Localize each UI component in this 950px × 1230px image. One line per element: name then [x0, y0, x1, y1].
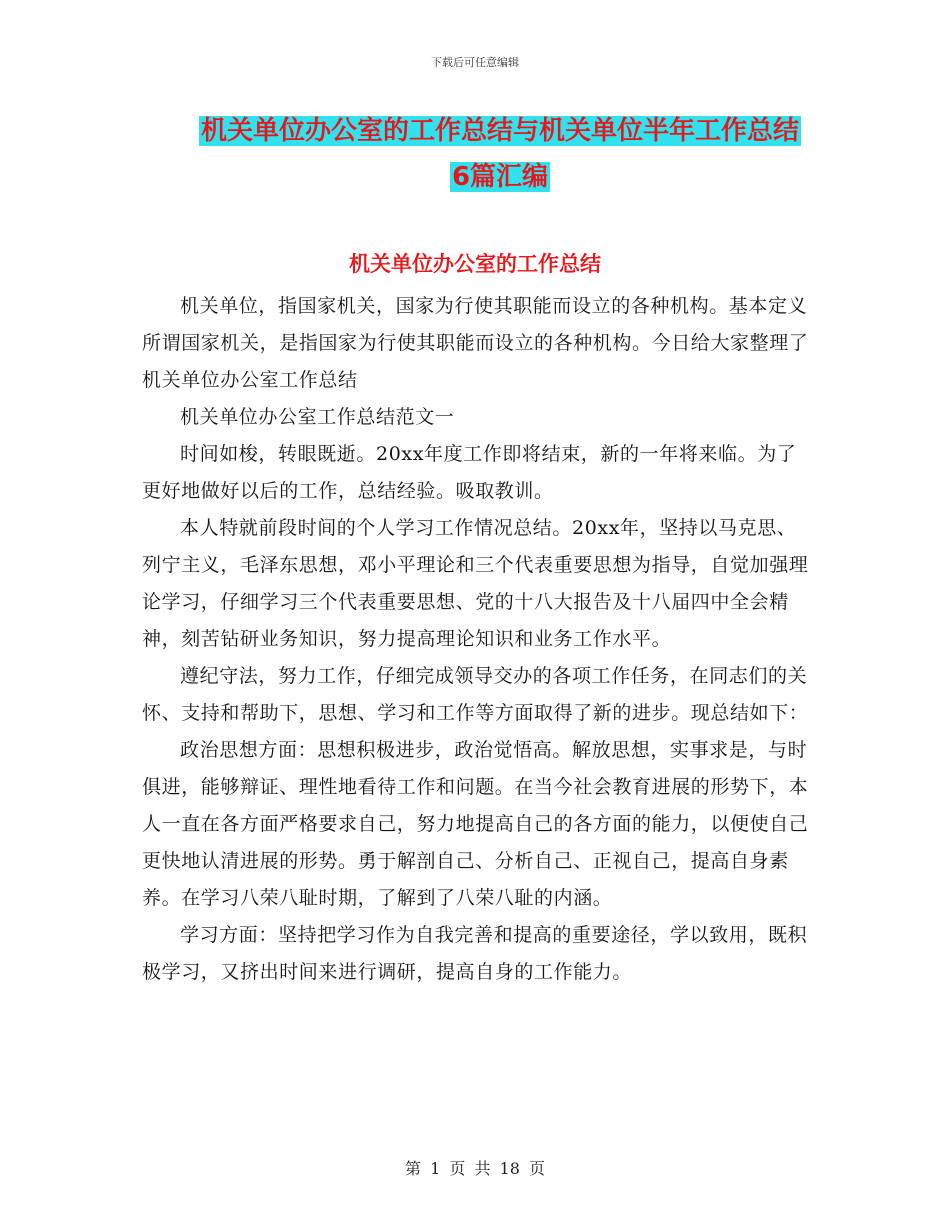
document-title — [140, 108, 860, 200]
paragraph-political: 政治思想方面：思想积极进步，政治觉悟高。解放思想，实事求是，与时俱进，能够辩证、理性地看待工作和问题。在当今社会教育进展的形势下，本人一直在各方面严格要求自己，努力地提高自己的各方面的能力，以便使自己更快地认清进展的形势。勇于解剖自己、分析自己、正视自己，提高自身素养。在学习八荣八耻时期，了解到了八荣八耻的内涵。 — [142, 739, 809, 909]
paragraph-time: 时间如梭，转眼既逝。20xx年度工作即将结束，新的一年将来临。为了更好地做好以后的工作，总结经验。吸取教训。 — [142, 443, 797, 502]
header-note: 下载后可任意编辑 — [431, 56, 519, 69]
body-text — [142, 288, 814, 991]
paragraph-intro: 机关单位，指国家机关，国家为行使其职能而设立的各种机构。基本定义所谓国家机关，是指国家为行使其职能而设立的各种机构。今日给大家整理了机关单位办公室工作总结 — [142, 295, 809, 391]
document-title-line-1: 机关单位办公室的工作总结与机关单位半年工作总结 — [200, 116, 799, 146]
paragraph-learning: 学习方面：坚持把学习作为自我完善和提高的重要途径，学以致用，既积极学习，又挤出时间来进行调研，提高自身的工作能力。 — [142, 924, 808, 983]
paragraph-subheading: 机关单位办公室工作总结范文一 — [180, 406, 455, 428]
paragraph-study-summary: 本人特就前段时间的个人学习工作情况总结。20xx年，坚持以马克思、列宁主义，毛泽东思想，邓小平理论和三个代表重要思想为指导，自觉加强理论学习，仔细学习三个代表重要思想、党的十八大报告及十八届四中全会精神，刻苦钻研业务知识，努力提高理论知识和业务工作水平。 — [142, 517, 809, 650]
section-title: 机关单位办公室的工作总结 — [349, 252, 601, 276]
paragraph-discipline: 遵纪守法，努力工作，仔细完成领导交办的各项工作任务，在同志们的关怀、支持和帮助下，思想、学习和工作等方面取得了新的进步。现总结如下： — [142, 665, 809, 724]
page-footer: 第 1 页 共 18 页 — [405, 1159, 545, 1178]
document-title-line-2: 6篇汇编 — [451, 162, 549, 192]
